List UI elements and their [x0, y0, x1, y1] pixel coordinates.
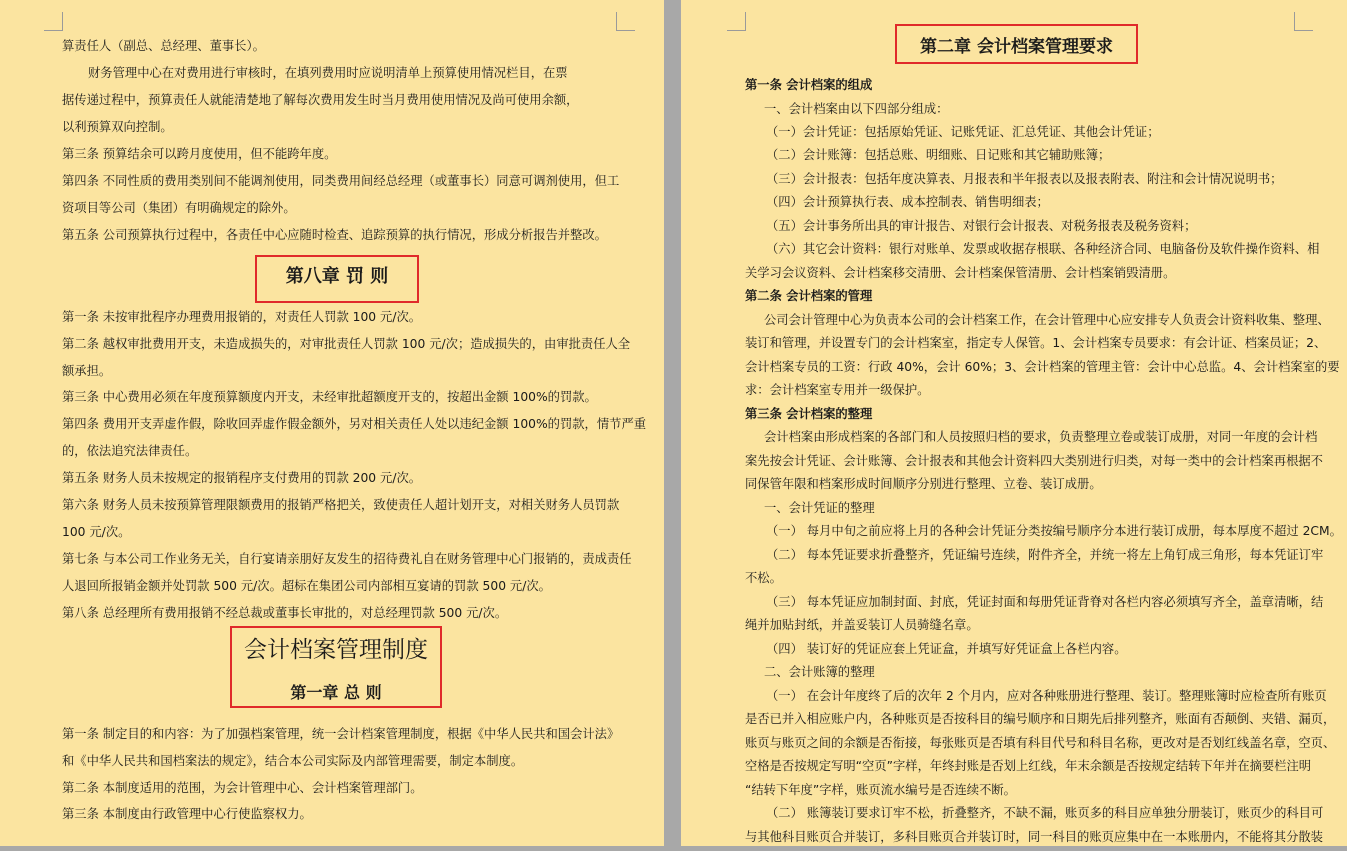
- paragraph-line: 第三条 中心费用必须在年度预算额度内开支，未经审批超额度开支的，按超出金额 100%的罚款。: [62, 390, 597, 404]
- article-heading: 第三条 会计档案的整理: [745, 407, 873, 421]
- paragraph-line: 以利预算双向控制。: [62, 120, 173, 134]
- paragraph-line: 案先按会计凭证、会计账簿、会计报表和其他会计资料四大类别进行归类，对每一类中的会计档案再根据不: [745, 454, 1323, 468]
- crop-mark: [727, 12, 746, 31]
- crop-mark: [1294, 12, 1313, 31]
- paragraph-line: 第三条 预算结余可以跨月度使用，但不能跨年度。: [62, 147, 337, 161]
- paragraph-line: 空格是否按规定写明“空页”字样，年终封账是否划上红线，年末余额是否按规定结转下年并在摘要栏注明: [745, 759, 1312, 773]
- paragraph-line: 100 元/次。: [62, 525, 131, 539]
- paragraph-line: 会计档案专员的工资：行政 40%，会计 60%；3、会计档案的管理主管：会计中心总监。4、会计档案室的要: [745, 360, 1340, 374]
- paragraph-line: 绳并加贴封纸，并盖妥装订人员骑缝名章。: [745, 618, 979, 632]
- article-heading: 第一条 会计档案的组成: [745, 78, 873, 92]
- paragraph-line: （三）会计报表：包括年度决算表、月报表和半年报表以及报表附表、附注和会计情况说明书；: [766, 172, 1283, 186]
- paragraph-line: 据传递过程中，预算责任人就能清楚地了解每次费用发生时当月费用使用情况及尚可使用余额，: [62, 93, 579, 107]
- paragraph-line: 和《中华人民共和国档案法的规定》，结合本公司实际及内部管理需要，制定本制度。: [62, 754, 524, 768]
- paragraph-line: 第七条 与本公司工作业务无关，自行宴请亲朋好友发生的招待费礼自在财务管理中心门报销的，责成责任: [62, 552, 632, 566]
- paragraph-line: 关学习会议资料、会计档案移交清册、会计档案保管清册、会计档案销毁清册。: [745, 266, 1176, 280]
- paragraph-line: 一、会计凭证的整理: [764, 501, 875, 515]
- paragraph-line: 第一条 未按审批程序办理费用报销的，对责任人罚款 100 元/次。: [62, 310, 422, 324]
- paragraph-line: （四） 装订好的凭证应套上凭证盒，并填写好凭证盒上各栏内容。: [766, 642, 1127, 656]
- paragraph-line: 第四条 费用开支弄虚作假，除收回弄虚作假金额外，另对相关责任人处以违纪金额 100%的罚款，情节严重: [62, 417, 647, 431]
- paragraph-line: （四）会计预算执行表、成本控制表、销售明细表；: [766, 195, 1049, 209]
- paragraph-line: 账页与账页之间的余额是否衔接，每张账页是否填有科目代号和科目名称，更改对是否划红线盖名章，空页、: [745, 736, 1336, 750]
- paragraph-line: 一、会计档案由以下四部分组成：: [764, 102, 949, 116]
- crop-mark: [616, 12, 635, 31]
- paragraph-line: 第六条 财务人员未按预算管理限额费用的报销严格把关，致使责任人超计划开支，对相关财务人员罚款: [62, 498, 620, 512]
- paragraph-line: 第五条 公司预算执行过程中，各责任中心应随时检查、追踪预算的执行情况，形成分析报告并整改。: [62, 228, 607, 242]
- chapter-heading: 第一章 总 则: [290, 683, 382, 702]
- paragraph-line: 公司会计管理中心为负责本公司的会计档案工作，在会计管理中心应安排专人负责会计资料收集、整理、: [764, 313, 1330, 327]
- paragraph-line: 额承担。: [62, 364, 112, 378]
- paragraph-line: 第八条 总经理所有费用报销不经总裁或董事长审批的，对总经理罚款 500 元/次。: [62, 606, 508, 620]
- chapter-heading: 第八章 罚 则: [285, 266, 389, 287]
- paragraph-line: 与其他科目账页合并装订，多科目账页合并装订时，同一科目的账页应集中在一本账册内，不能将其分散装: [745, 830, 1323, 844]
- paragraph-line: 人退回所报销金额并处罚款 500 元/次。超标在集团公司内部相互宴请的罚款 500 元/次。: [62, 579, 551, 593]
- paragraph-line: 二、会计账簿的整理: [764, 665, 875, 679]
- paragraph-line: （一） 每月中旬之前应将上月的各种会计凭证分类按编号顺序分本进行装订成册，每本厚度不超过 2CM。: [766, 524, 1342, 538]
- paragraph-line: 求：会计档案室专用并一级保护。: [745, 383, 930, 397]
- paragraph-line: 是否已并入相应账户内，各种账页是否按科目的编号顺序和日期先后排列整齐，账面有否颠倒、夹错、漏页，: [745, 712, 1336, 726]
- paragraph-line: 第五条 财务人员未按规定的报销程序支付费用的罚款 200 元/次。: [62, 471, 422, 485]
- paragraph-line: （二）会计账簿：包括总账、明细账、日记账和其它辅助账簿；: [766, 148, 1111, 162]
- paragraph-line: “结转下年度”字样，账页流水编号是否连续不断。: [745, 783, 1016, 797]
- paragraph-line: 算责任人（副总、总经理、董事长）。: [62, 39, 265, 53]
- left-document-page: [0, 0, 664, 846]
- paragraph-line: 第二条 越权审批费用开支，未造成损失的，对审批责任人罚款 100 元/次；造成损失的，由审批责任人全: [62, 337, 631, 351]
- paragraph-line: 财务管理中心在对费用进行审核时，在填列费用时应说明清单上预算使用情况栏目，在票: [88, 66, 568, 80]
- document-title: 会计档案管理制度: [244, 637, 428, 663]
- paragraph-line: 会计档案由形成档案的各部门和人员按照归档的要求，负责整理立卷或装订成册，对同一年度的会计档: [764, 430, 1318, 444]
- paragraph-line: （二） 每本凭证要求折叠整齐，凭证编号连续，附件齐全，并统一将左上角钉成三角形，每本凭证订牢: [766, 548, 1324, 562]
- paragraph-line: 第四条 不同性质的费用类别间不能调剂使用，同类费用间经总经理（或董事长）同意可调剂使用，但工: [62, 174, 620, 188]
- paragraph-line: （一）会计凭证：包括原始凭证、记账凭证、汇总凭证、其他会计凭证；: [766, 125, 1160, 139]
- paragraph-line: （二） 账簿装订要求订牢不松，折叠整齐，不缺不漏，账页多的科目应单独分册装订，账页少的科目可: [766, 806, 1324, 820]
- paragraph-line: 资项目等公司（集团）有明确规定的除外。: [62, 201, 296, 215]
- paragraph-line: 的，依法追究法律责任。: [62, 444, 198, 458]
- paragraph-line: （三） 每本凭证应加制封面、封底，凭证封面和每册凭证背脊对各栏内容必须填写齐全，盖章清晰，结: [766, 595, 1324, 609]
- paragraph-line: 第二条 本制度适用的范围，为会计管理中心、会计档案管理部门。: [62, 781, 423, 795]
- paragraph-line: （五）会计事务所出具的审计报告、对银行会计报表、对税务报表及税务资料；: [766, 219, 1197, 233]
- chapter-heading: 第二章 会计档案管理要求: [920, 37, 1113, 57]
- paragraph-line: 第一条 制定目的和内容：为了加强档案管理，统一会计档案管理制度，根据《中华人民共和国会计法》: [62, 727, 620, 741]
- crop-mark: [44, 12, 63, 31]
- paragraph-line: 同保管年限和档案形成时间顺序分别进行整理、立卷、装订成册。: [745, 477, 1102, 491]
- paragraph-line: 装订和管理，并设置专门的会计档案室，指定专人保管。1、会计档案专员要求：有会计证、档案员证；2、: [745, 336, 1327, 350]
- paragraph-line: （六）其它会计资料：银行对账单、发票或收据存根联、各种经济合同、电脑备份及软件操作资料、相: [766, 242, 1320, 256]
- paragraph-line: （一） 在会计年度终了后的次年 2 个月内，应对各种账册进行整理、装订。整理账簿时应检查所有账页: [766, 689, 1327, 703]
- paragraph-line: 不松。: [745, 571, 782, 585]
- article-heading: 第二条 会计档案的管理: [745, 289, 873, 303]
- paragraph-line: 第三条 本制度由行政管理中心行使监察权力。: [62, 807, 312, 821]
